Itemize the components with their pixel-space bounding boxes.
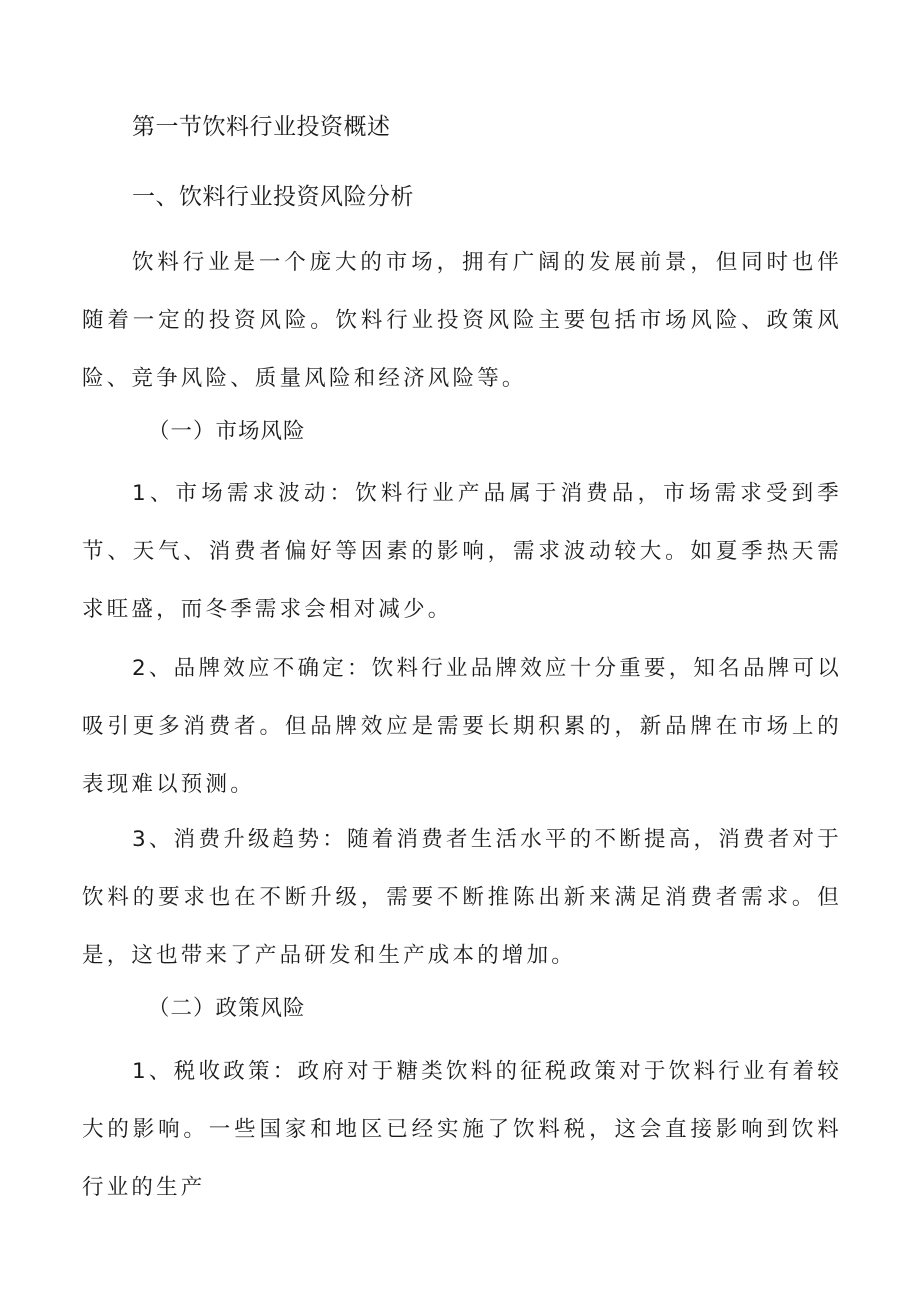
intro-paragraph: 饮料行业是一个庞大的市场，拥有广阔的发展前景，但同时也伴随着一定的投资风险。饮料行业投资风险主要包括市场风险、政策风险、竞争风险、质量风险和经济风险等。 [82, 250, 842, 391]
market-item-upgrade: 3、消费升级趋势：随着消费者生活水平的不断提高，消费者对于饮料的要求也在不断升级，需要不断推陈出新来满足消费者需求。但是，这也带来了产品研发和生产成本的增加。 [82, 827, 842, 968]
heading-investment-risk: 一、饮料行业投资风险分析 [132, 184, 414, 210]
market-item-demand: 1、市场需求波动：饮料行业产品属于消费品，市场需求受到季节、天气、消费者偏好等因素的影响，需求波动较大。如夏季热天需求旺盛，而冬季需求会相对减少。 [82, 481, 842, 622]
market-item-brand: 2、品牌效应不确定：饮料行业品牌效应十分重要，知名品牌可以吸引更多消费者。但品牌效应是需要长期积累的，新品牌在市场上的表现难以预测。 [82, 656, 842, 797]
policy-item-tax: 1、税收政策：政府对于糖类饮料的征税政策对于饮料行业有着较大的影响。一些国家和地区已经实施了饮料税，这会直接影响到饮料行业的生产 [82, 1059, 842, 1200]
subsection-market-risk: （一）市场风险 [148, 419, 306, 444]
subsection-policy-risk: （二）政策风险 [148, 996, 306, 1021]
section-title: 第一节饮料行业投资概述 [132, 114, 391, 140]
